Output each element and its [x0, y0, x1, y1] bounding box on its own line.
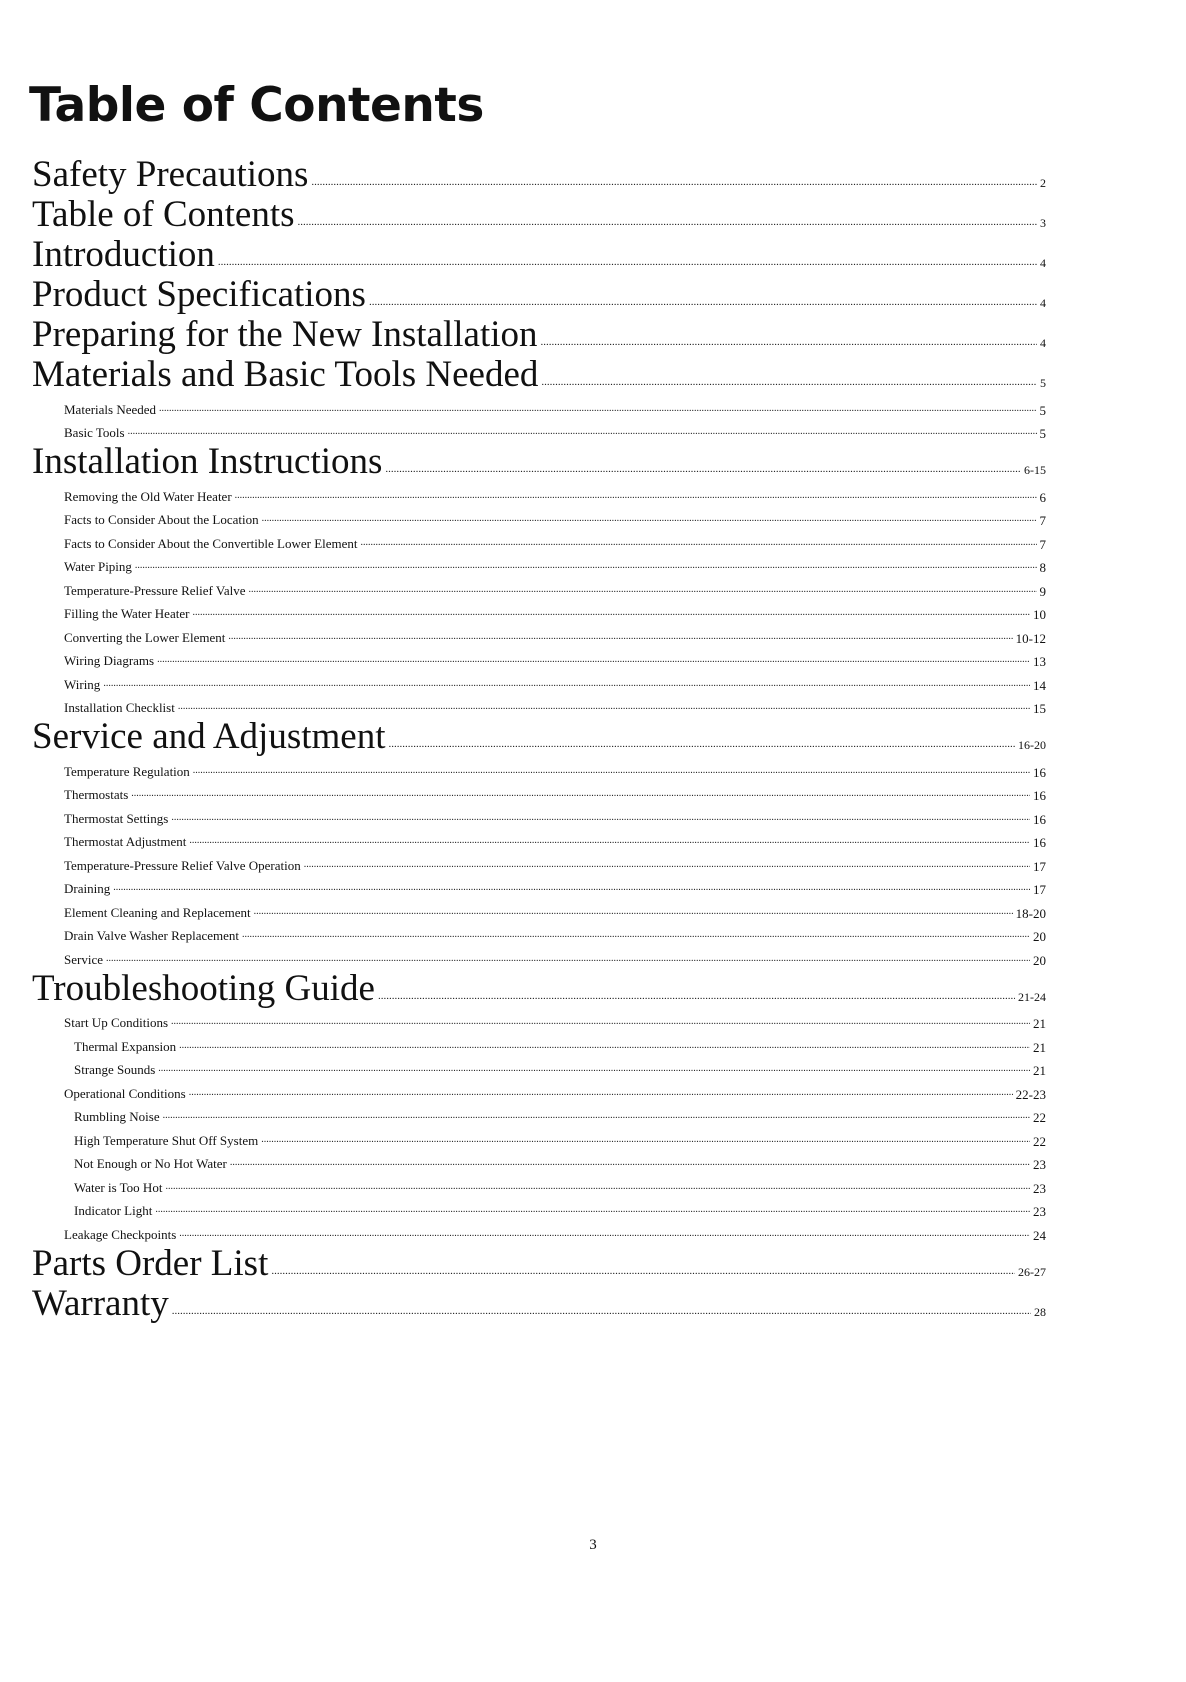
- toc-entry-page: 16-20: [1018, 738, 1046, 752]
- toc-entry-title: Troubleshooting Guide: [32, 967, 375, 1009]
- toc-section: [32, 717, 1046, 757]
- toc-entry-title: Strange Sounds: [74, 1062, 156, 1077]
- toc-subsection: [32, 623, 1046, 647]
- dot-leader: [159, 402, 1036, 416]
- toc-entry-page: 23: [1033, 1204, 1046, 1219]
- toc-entry-page: 23: [1033, 1157, 1046, 1172]
- toc-entry-title: Wiring Diagrams: [64, 653, 155, 668]
- dot-leader: [131, 787, 1030, 801]
- toc-subsubsection: [32, 1150, 1046, 1174]
- dot-leader: [271, 1265, 1015, 1278]
- dot-leader: [369, 296, 1037, 309]
- toc-subsection: [32, 506, 1046, 530]
- toc-entry-page: 22-23: [1015, 1086, 1046, 1102]
- dot-leader: [193, 764, 1030, 778]
- toc-entry-page: 5: [1039, 402, 1046, 418]
- toc-entry-title: Not Enough or No Hot Water: [74, 1156, 227, 1171]
- toc-entry-title: Temperature-Pressure Relief Valve: [64, 582, 246, 598]
- toc-subsection: [32, 875, 1046, 899]
- dot-leader: [165, 1180, 1030, 1194]
- toc-entry-title: Introduction: [32, 234, 215, 275]
- toc-entry-title: Filling the Water Heater: [64, 606, 190, 621]
- toc-subsection: [32, 553, 1046, 577]
- toc-subsubsection: [32, 1173, 1046, 1197]
- dot-leader: [361, 536, 1037, 550]
- toc-entry-title: Element Cleaning and Replacement: [64, 904, 251, 920]
- dot-leader: [157, 653, 1030, 667]
- dot-leader: [189, 834, 1030, 848]
- toc-entry-page: 7: [1039, 536, 1046, 552]
- toc-section: [32, 155, 1046, 195]
- toc-entry-title: Rumbling Noise: [74, 1109, 160, 1124]
- dot-leader: [171, 811, 1030, 825]
- toc-entry-title: High Temperature Shut Off System: [74, 1132, 259, 1148]
- dot-leader: [192, 606, 1030, 620]
- toc-entry-title: Materials and Basic Tools Needed: [32, 354, 539, 395]
- toc-subsection: [32, 828, 1046, 852]
- dot-leader: [304, 858, 1030, 872]
- dot-leader: [311, 176, 1037, 189]
- toc-entry-page: 23: [1033, 1180, 1046, 1196]
- toc-subsection: [32, 1009, 1046, 1033]
- toc-entry-page: 9: [1039, 583, 1046, 599]
- toc-entry-title: Thermostat Settings: [64, 810, 169, 826]
- toc-list: [32, 155, 1046, 1324]
- toc-entry-page: 7: [1039, 513, 1046, 528]
- dot-leader: [385, 463, 1021, 476]
- dot-leader: [261, 1133, 1030, 1147]
- dot-leader: [262, 512, 1037, 526]
- toc-subsection: [32, 576, 1046, 600]
- toc-entry-page: 4: [1040, 336, 1046, 350]
- toc-entry-page: 18-20: [1015, 905, 1046, 921]
- dot-leader: [541, 376, 1037, 389]
- toc-entry-page: 26-27: [1018, 1264, 1046, 1279]
- toc-subsection: [32, 851, 1046, 875]
- toc-entry-page: 8: [1039, 560, 1046, 575]
- toc-subsection: [32, 694, 1046, 718]
- toc-section: [32, 969, 1046, 1009]
- toc-entry-title: Safety Precautions: [32, 154, 309, 195]
- toc-entry-title: Table of Contents: [32, 194, 295, 235]
- dot-leader: [158, 1062, 1030, 1076]
- toc-entry-title: Removing the Old Water Heater: [64, 488, 232, 504]
- toc-subsection: [32, 482, 1046, 506]
- dot-leader: [179, 1039, 1030, 1053]
- toc-subsection: [32, 1079, 1046, 1103]
- dot-leader: [128, 425, 1037, 439]
- toc-subsubsection: [32, 1032, 1046, 1056]
- toc-entry-page: 3: [1040, 216, 1046, 230]
- toc-entry-page: 16: [1033, 764, 1046, 780]
- dot-leader: [228, 630, 1012, 644]
- toc-entry-page: 6: [1039, 489, 1046, 505]
- toc-entry-title: Thermal Expansion: [74, 1038, 177, 1054]
- toc-entry-page: 20: [1033, 952, 1046, 968]
- dot-leader: [235, 489, 1037, 503]
- dot-leader: [171, 1015, 1030, 1029]
- toc-section: [32, 442, 1046, 482]
- dot-leader: [163, 1109, 1030, 1123]
- dot-leader: [103, 677, 1030, 691]
- toc-entry-title: Temperature Regulation: [64, 763, 190, 779]
- dot-leader: [298, 216, 1037, 229]
- toc-subsection: [32, 600, 1046, 624]
- toc-entry-page: 21: [1033, 1039, 1046, 1055]
- toc-subsection: [32, 945, 1046, 969]
- toc-entry-title: Installation Instructions: [32, 441, 383, 482]
- toc-entry-page: 15: [1033, 701, 1046, 716]
- toc-entry-title: Service and Adjustment: [32, 716, 386, 757]
- toc-entry-title: Operational Conditions: [64, 1085, 186, 1101]
- toc-subsection: [32, 670, 1046, 694]
- toc-entry-page: 13: [1033, 654, 1046, 669]
- toc-subsection: [32, 419, 1046, 443]
- toc-entry-title: Water Piping: [64, 559, 132, 574]
- toc-subsection: [32, 781, 1046, 805]
- toc-entry-title: Product Specifications: [32, 274, 366, 315]
- toc-entry-page: 17: [1033, 882, 1046, 897]
- page-title: Table of Contents: [29, 78, 484, 133]
- toc-section: [32, 235, 1046, 275]
- toc-subsection: [32, 395, 1046, 419]
- toc-entry-title: Leakage Checkpoints: [64, 1226, 177, 1242]
- dot-leader: [378, 990, 1015, 1003]
- dot-leader: [106, 952, 1030, 966]
- toc-entry-page: 21: [1033, 1016, 1046, 1031]
- dot-leader: [172, 1305, 1031, 1318]
- toc-subsubsection: [32, 1197, 1046, 1221]
- toc-entry-page: 24: [1033, 1227, 1046, 1243]
- toc-entry-page: 21: [1033, 1063, 1046, 1078]
- dot-leader: [242, 928, 1030, 942]
- toc-entry-title: Drain Valve Washer Replacement: [64, 928, 239, 943]
- toc-subsection: [32, 529, 1046, 553]
- toc-subsection: [32, 757, 1046, 781]
- toc-entry-page: 6-15: [1024, 463, 1046, 477]
- toc-entry-title: Converting the Lower Element: [64, 629, 226, 645]
- dot-leader: [113, 881, 1030, 895]
- toc-entry-title: Materials Needed: [64, 401, 157, 417]
- dot-leader: [254, 905, 1013, 919]
- toc-entry-title: Start Up Conditions: [64, 1015, 169, 1030]
- toc-entry-title: Preparing for the New Installation: [32, 314, 538, 355]
- dot-leader: [389, 738, 1016, 751]
- toc-subsection: [32, 922, 1046, 946]
- toc-subsubsection: [32, 1103, 1046, 1127]
- toc-section: [32, 355, 1046, 395]
- toc-entry-page: 20: [1033, 929, 1046, 944]
- toc-subsection: [32, 898, 1046, 922]
- dot-leader: [541, 336, 1037, 349]
- toc-subsection: [32, 647, 1046, 671]
- toc-entry-page: 14: [1033, 677, 1046, 693]
- toc-entry-page: 17: [1033, 858, 1046, 874]
- toc-subsection: [32, 804, 1046, 828]
- dot-leader: [178, 700, 1030, 714]
- toc-entry-page: 10: [1033, 607, 1046, 622]
- toc-entry-page: 16: [1033, 811, 1046, 827]
- toc-entry-title: Indicator Light: [74, 1203, 153, 1218]
- toc-section: [32, 275, 1046, 315]
- toc-entry-page: 2: [1040, 176, 1046, 190]
- toc-entry-page: 16: [1033, 835, 1046, 850]
- dot-leader: [230, 1156, 1030, 1170]
- dot-leader: [189, 1086, 1013, 1100]
- toc-entry-page: 5: [1040, 376, 1046, 390]
- toc-section: [32, 195, 1046, 235]
- dot-leader: [135, 559, 1037, 573]
- dot-leader: [179, 1227, 1030, 1241]
- toc-entry-page: 5: [1039, 426, 1046, 441]
- dot-leader: [218, 256, 1037, 269]
- toc-entry-title: Parts Order List: [32, 1242, 269, 1284]
- toc-entry-title: Thermostats: [64, 787, 129, 802]
- toc-section: [32, 315, 1046, 355]
- toc-entry-title: Basic Tools: [64, 425, 125, 440]
- toc-subsubsection: [32, 1056, 1046, 1080]
- toc-entry-title: Warranty: [32, 1282, 169, 1324]
- toc-entry-page: 4: [1040, 256, 1046, 270]
- toc-entry-page: 16: [1033, 788, 1046, 803]
- toc-subsubsection: [32, 1126, 1046, 1150]
- toc-entry-page: 22: [1033, 1110, 1046, 1125]
- toc-entry-title: Thermostat Adjustment: [64, 834, 187, 849]
- toc-entry-title: Installation Checklist: [64, 700, 175, 715]
- toc-entry-title: Temperature-Pressure Relief Valve Operation: [64, 857, 301, 873]
- dot-leader: [155, 1203, 1030, 1217]
- toc-entry-title: Wiring: [64, 676, 101, 692]
- toc-entry-page: 10-12: [1015, 630, 1046, 646]
- toc-subsection: [32, 1220, 1046, 1244]
- toc-entry-page: 4: [1040, 296, 1046, 310]
- toc-section: [32, 1244, 1046, 1284]
- toc-entry-title: Water is Too Hot: [74, 1179, 163, 1195]
- dot-leader: [249, 583, 1037, 597]
- toc-entry-page: 22: [1033, 1133, 1046, 1149]
- toc-entry-title: Service: [64, 951, 103, 967]
- toc-entry-page: 21-24: [1018, 989, 1046, 1004]
- toc-entry-page: 28: [1034, 1304, 1046, 1319]
- toc-entry-title: Facts to Consider About the Convertible Lower Element: [64, 535, 358, 551]
- toc-section: [32, 1284, 1046, 1324]
- toc-entry-title: Draining: [64, 881, 111, 896]
- page-number: 3: [589, 1537, 597, 1553]
- toc-entry-title: Facts to Consider About the Location: [64, 512, 259, 527]
